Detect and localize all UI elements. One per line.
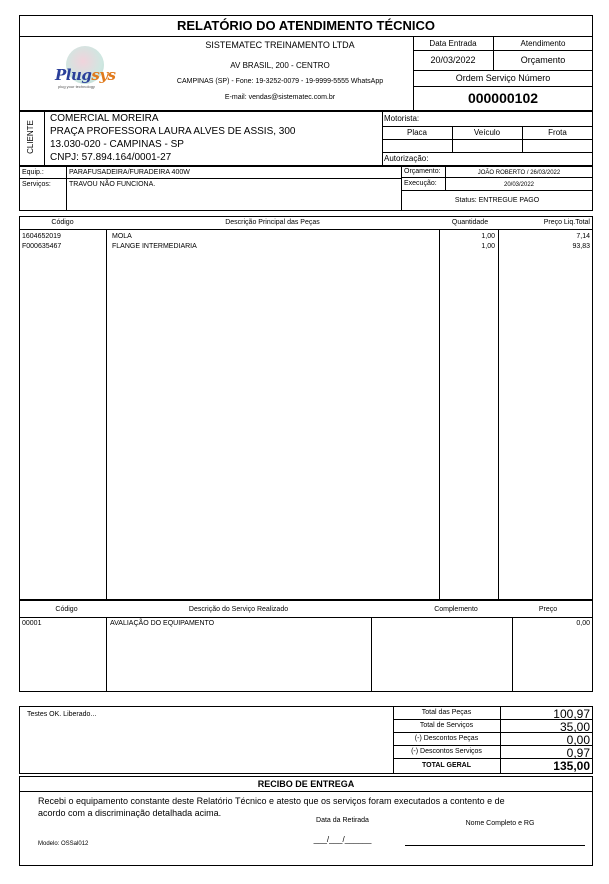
report-title: RELATÓRIO DO ATENDIMENTO TÉCNICO bbox=[176, 18, 436, 33]
vehicle-label: Veículo bbox=[473, 128, 501, 137]
driver-label: Motorista: bbox=[384, 114, 420, 123]
part-description: FLANGE INTERMEDIARIA bbox=[112, 243, 197, 250]
services-header-description: Descrição do Serviço Realizado bbox=[188, 606, 289, 613]
total-parts-value: 100,97 bbox=[553, 707, 590, 721]
company-city-phone: CAMPINAS (SP) - Fone: 19-3252-0079 - 19-9999-5555 WhatsApp bbox=[176, 78, 384, 85]
client-cnpj: CNPJ: 57.894.164/0001-27 bbox=[50, 152, 172, 163]
company-email: E-mail: vendas@sistematec.com.br bbox=[224, 94, 336, 101]
service-type-value: Orçamento bbox=[520, 55, 566, 65]
client-street: PRAÇA PROFESSORA LAURA ALVES DE ASSIS, 300 bbox=[50, 126, 296, 137]
services-header-code: Código bbox=[55, 606, 78, 613]
services-discount-label: (-) Descontos Serviços bbox=[411, 748, 482, 755]
company-name: SISTEMATEC TREINAMENTO LTDA bbox=[205, 40, 355, 50]
parts-discount-value: 0,00 bbox=[566, 733, 590, 747]
grand-total-label: TOTAL GERAL bbox=[422, 762, 471, 769]
services-discount-value: 0,97 bbox=[566, 746, 590, 760]
quote-label: Orçamento: bbox=[404, 168, 441, 175]
part-description: MOLA bbox=[112, 233, 132, 240]
equipment-label: Equip.: bbox=[22, 169, 44, 176]
client-name: COMERCIAL MOREIRA bbox=[50, 113, 159, 124]
plate-label: Placa bbox=[406, 128, 427, 137]
part-code: 1604652019 bbox=[22, 233, 61, 240]
services-label: Serviços: bbox=[22, 181, 51, 188]
os-number: 000000102 bbox=[467, 90, 539, 106]
service-description: AVALIAÇÃO DO EQUIPAMENTO bbox=[110, 620, 215, 627]
full-name-label: Nome Completo e RG bbox=[465, 820, 535, 827]
execution-value: 20/03/2022 bbox=[503, 182, 535, 188]
logo-tagline: plug your technology bbox=[58, 84, 95, 89]
part-code: F000635467 bbox=[22, 243, 62, 250]
service-type-label: Atendimento bbox=[520, 39, 566, 48]
client-side-label: CLIENTE bbox=[26, 120, 35, 154]
parts-header-code: Código bbox=[51, 219, 74, 226]
total-parts-label: Total das Peças bbox=[421, 709, 472, 716]
receipt-text-line2: acordo com a discriminação detalhada acima. bbox=[38, 808, 222, 818]
parts-discount-label: (-) Descontos Peças bbox=[414, 735, 479, 742]
part-quantity: 1,00 bbox=[481, 243, 495, 250]
service-notes: Testes OK. Liberado... bbox=[27, 711, 97, 718]
model-code: Modelo: OSSal012 bbox=[38, 841, 89, 847]
parts-header-price: Preço Liq.Total bbox=[543, 219, 590, 226]
services-value: TRAVOU NÃO FUNCIONA. bbox=[69, 181, 156, 188]
services-header-complement: Complemento bbox=[434, 606, 478, 613]
fleet-label: Frota bbox=[548, 128, 567, 137]
company-logo: Plugsys bbox=[55, 66, 116, 84]
grand-total-value: 135,00 bbox=[553, 759, 590, 773]
pickup-date-label: Data da Retirada bbox=[316, 817, 369, 824]
parts-header-description: Descrição Principal das Peças bbox=[225, 219, 320, 226]
entry-date-label: Data Entrada bbox=[429, 39, 477, 48]
total-services-label: Total de Serviços bbox=[419, 722, 474, 729]
status-badge: Status: ENTREGUE PAGO bbox=[454, 197, 540, 204]
client-zip-city: 13.030-020 - CAMPINAS - SP bbox=[50, 139, 184, 150]
equipment-value: PARAFUSADEIRA/FURADEIRA 400W bbox=[69, 169, 190, 176]
signature-line bbox=[405, 845, 585, 846]
service-price: 0,00 bbox=[576, 620, 590, 627]
parts-header-quantity: Quantidade bbox=[451, 219, 489, 226]
part-quantity: 1,00 bbox=[481, 233, 495, 240]
execution-label: Execução: bbox=[404, 180, 437, 187]
receipt-text-line1: Recebi o equipamento constante deste Relatório Técnico e atesto que os serviços foram executados a contento e de bbox=[38, 796, 505, 806]
authorization-label: Autorização: bbox=[384, 154, 429, 163]
receipt-title: RECIBO DE ENTREGA bbox=[257, 779, 355, 789]
quote-value: JOÃO ROBERTO / 26/03/2022 bbox=[477, 170, 561, 176]
services-header-price: Preço bbox=[538, 606, 558, 613]
part-price: 93,83 bbox=[572, 243, 590, 250]
part-price: 7,14 bbox=[576, 233, 590, 240]
os-number-label: Ordem Serviço Número bbox=[455, 73, 551, 83]
total-services-value: 35,00 bbox=[559, 720, 590, 734]
pickup-date-blank: ___/___/______ bbox=[313, 835, 372, 844]
company-address: AV BRASIL, 200 - CENTRO bbox=[230, 61, 330, 70]
entry-date-value: 20/03/2022 bbox=[430, 55, 476, 65]
service-code: 00001 bbox=[22, 620, 42, 627]
